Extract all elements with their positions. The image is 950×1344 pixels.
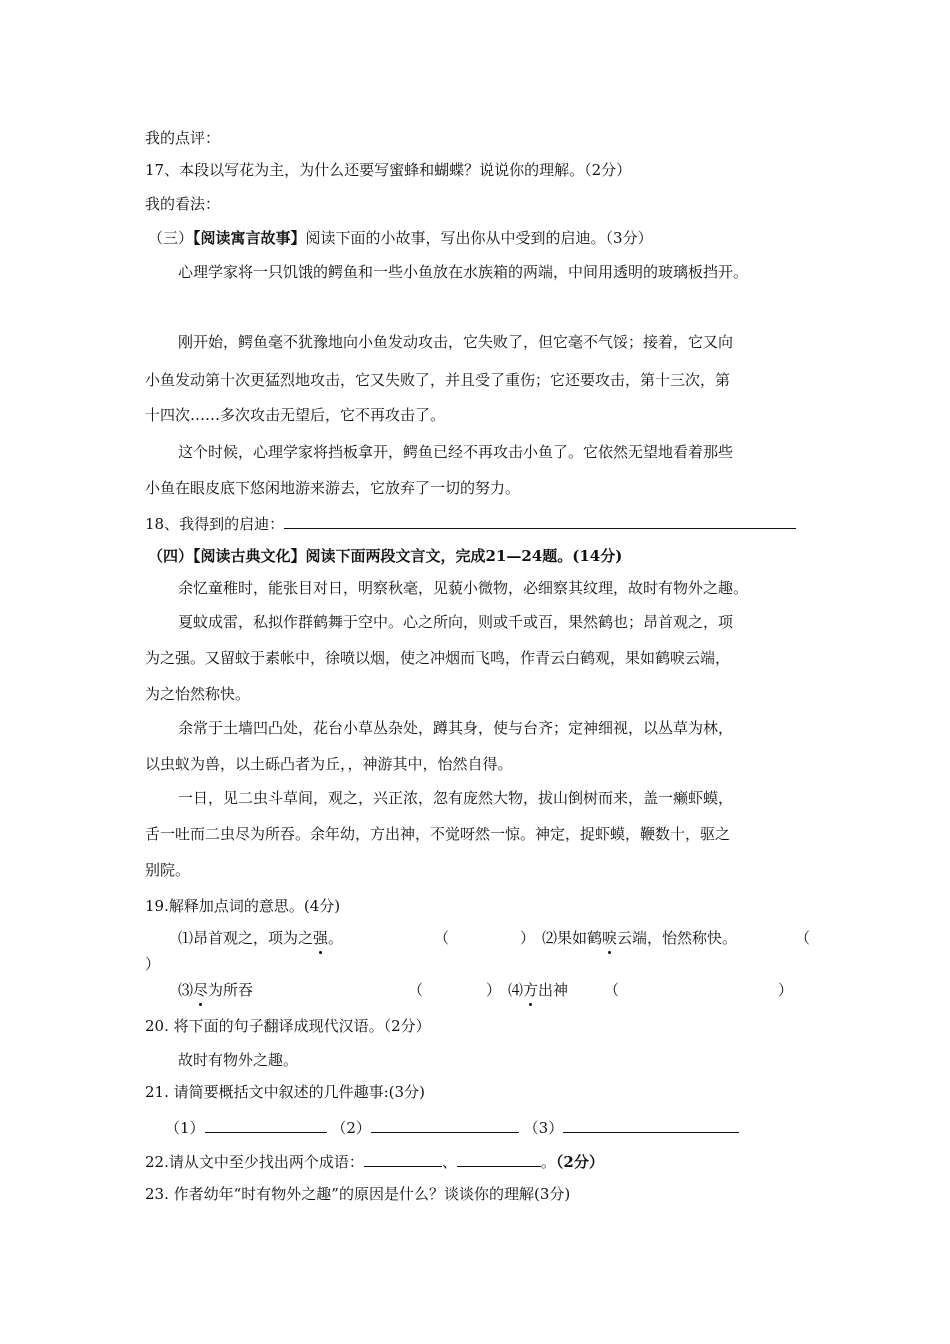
idiom-blank-1[interactable] — [364, 1150, 442, 1167]
question-18-label: 18、我得到的启迪： — [145, 515, 285, 533]
question-23: 23. 作者幼年“时有物外之趣”的原因是什么？谈谈你的理解(3分) — [145, 1185, 571, 1203]
question-18-answer-line[interactable] — [284, 512, 796, 529]
classical-paragraph-2-line-3: 为之怡然称快。 — [145, 685, 251, 703]
fable-paragraph-3-line-1: 这个时候，心理学家将挡板拿开，鳄鱼已经不再攻击小鱼了。它依然无望地看着那些 — [178, 443, 734, 461]
classical-paragraph-2-line-1: 夏蚊成雷，私拟作群鹤舞于空中。心之所向，则或千或百，果然鹤也；昂首观之，项 — [178, 613, 734, 631]
fable-paragraph-2-line-3: 十四次……多次攻击无望后，它不再攻击了。 — [145, 406, 446, 424]
section-3-heading — [148, 228, 653, 248]
fable-paragraph-2-line-2: 小鱼发动第十次更猛烈地攻击，它又失败了，并且受了重伤；它还要攻击，第十三次，第 — [145, 371, 731, 389]
question-17: 17、本段以写花为主，为什么还要写蜜蜂和蝴蝶？说说你的理解。（2分） — [145, 161, 632, 179]
comment-prompt: 我的点评： — [145, 129, 221, 147]
question-19-item-4: ⑷方出神 — [508, 981, 569, 999]
question-22: 22.请从文中至少找出两个成语： 、 。（2分） — [145, 1150, 604, 1172]
question-18 — [145, 512, 796, 534]
classical-paragraph-3-line-2: 以虫蚁为兽，以土砾凸者为丘，，神游其中，怡然自得。 — [145, 755, 513, 773]
question-19: 19.解释加点词的意思。(4分) — [145, 897, 341, 915]
answer-paren-open: （ — [408, 981, 424, 999]
dotted-word: 尽 — [193, 981, 209, 999]
question-22-score: （2分） — [555, 1153, 604, 1171]
fable-paragraph-1: 心理学家将一只饥饿的鳄鱼和一些小鱼放在水族箱的两端，中间用透明的玻璃板挡开。 — [178, 263, 749, 281]
idiom-blank-2[interactable] — [457, 1150, 541, 1167]
answer-paren-open: （ — [434, 929, 450, 947]
opinion-prompt: 我的看法： — [145, 195, 221, 213]
classical-paragraph-2-line-2: 为之强。又留蚊于素帐中，徐喷以烟，使之冲烟而飞鸣，作青云白鹤观，果如鹤唳云端， — [145, 649, 731, 667]
answer-paren-close: ） — [145, 955, 161, 973]
fable-paragraph-2-line-1: 刚开始，鳄鱼毫不犹豫地向小鱼发动攻击，它失败了，但它毫不气馁；接着，它又向 — [178, 333, 734, 351]
answer-blank-2[interactable] — [371, 1116, 519, 1133]
question-20-sentence: 故时有物外之趣。 — [178, 1051, 299, 1069]
answer-paren-open: （ — [604, 981, 620, 999]
answer-paren-close: ） — [778, 981, 794, 999]
answer-paren-open: （ — [795, 929, 811, 947]
dotted-word: 方 — [523, 981, 539, 999]
fable-paragraph-3-line-2: 小鱼在眼皮底下悠闲地游来游去，它放弃了一切的努力。 — [145, 479, 521, 497]
dotted-word: 唳 — [602, 929, 618, 947]
question-21-answers: （1） （2） （3） — [165, 1116, 739, 1138]
answer-blank-1[interactable] — [205, 1116, 327, 1133]
classical-paragraph-3-line-1: 余常于土墙凹凸处，花台小草丛杂处，蹲其身，使与台齐；定神细视，以丛草为林， — [178, 719, 734, 737]
question-19-item-3: ⑶尽为所吞 — [178, 981, 254, 999]
answer-blank-3[interactable] — [563, 1116, 739, 1133]
classical-paragraph-1: 余忆童稚时，能张目对日，明察秋毫，见藐小微物，必细察其纹理，故时有物外之趣。 — [178, 579, 749, 597]
answer-paren-close: ） — [520, 929, 536, 947]
section-3-title: 【阅读寓言故事】 — [193, 229, 306, 247]
question-21: 21. 请简要概括文中叙述的几件趣事:(3分) — [145, 1083, 425, 1101]
question-20: 20. 将下面的句子翻译成现代汉语。（2分） — [145, 1017, 431, 1035]
answer-paren-close: ） — [486, 981, 502, 999]
classical-paragraph-4-line-3: 别院。 — [145, 861, 191, 879]
question-19-item-1: ⑴昂首观之，项为之强。 — [178, 929, 344, 947]
question-19-item-2: ⑵果如鹤唳云端，怡然称快。 — [542, 929, 738, 947]
classical-paragraph-4-line-1: 一日，见二虫斗草间，观之，兴正浓，忽有庞然大物，拔山倒树而来，盖一癞虾蟆， — [178, 789, 734, 807]
classical-paragraph-4-line-2: 舌一吐而二虫尽为所吞。余年幼，方出神，不觉呀然一惊。神定，捉虾蟆，鞭数十，驱之 — [145, 825, 731, 843]
dotted-word: 强 — [313, 929, 329, 947]
section-3-number: （三） — [148, 229, 194, 247]
section-4-heading: （四）【阅读古典文化】阅读下面两段文言文，完成21—24题。(14分) — [148, 547, 623, 565]
section-3-instruction: 阅读下面的小故事，写出你从中受到的启迪。（3分） — [305, 229, 653, 247]
